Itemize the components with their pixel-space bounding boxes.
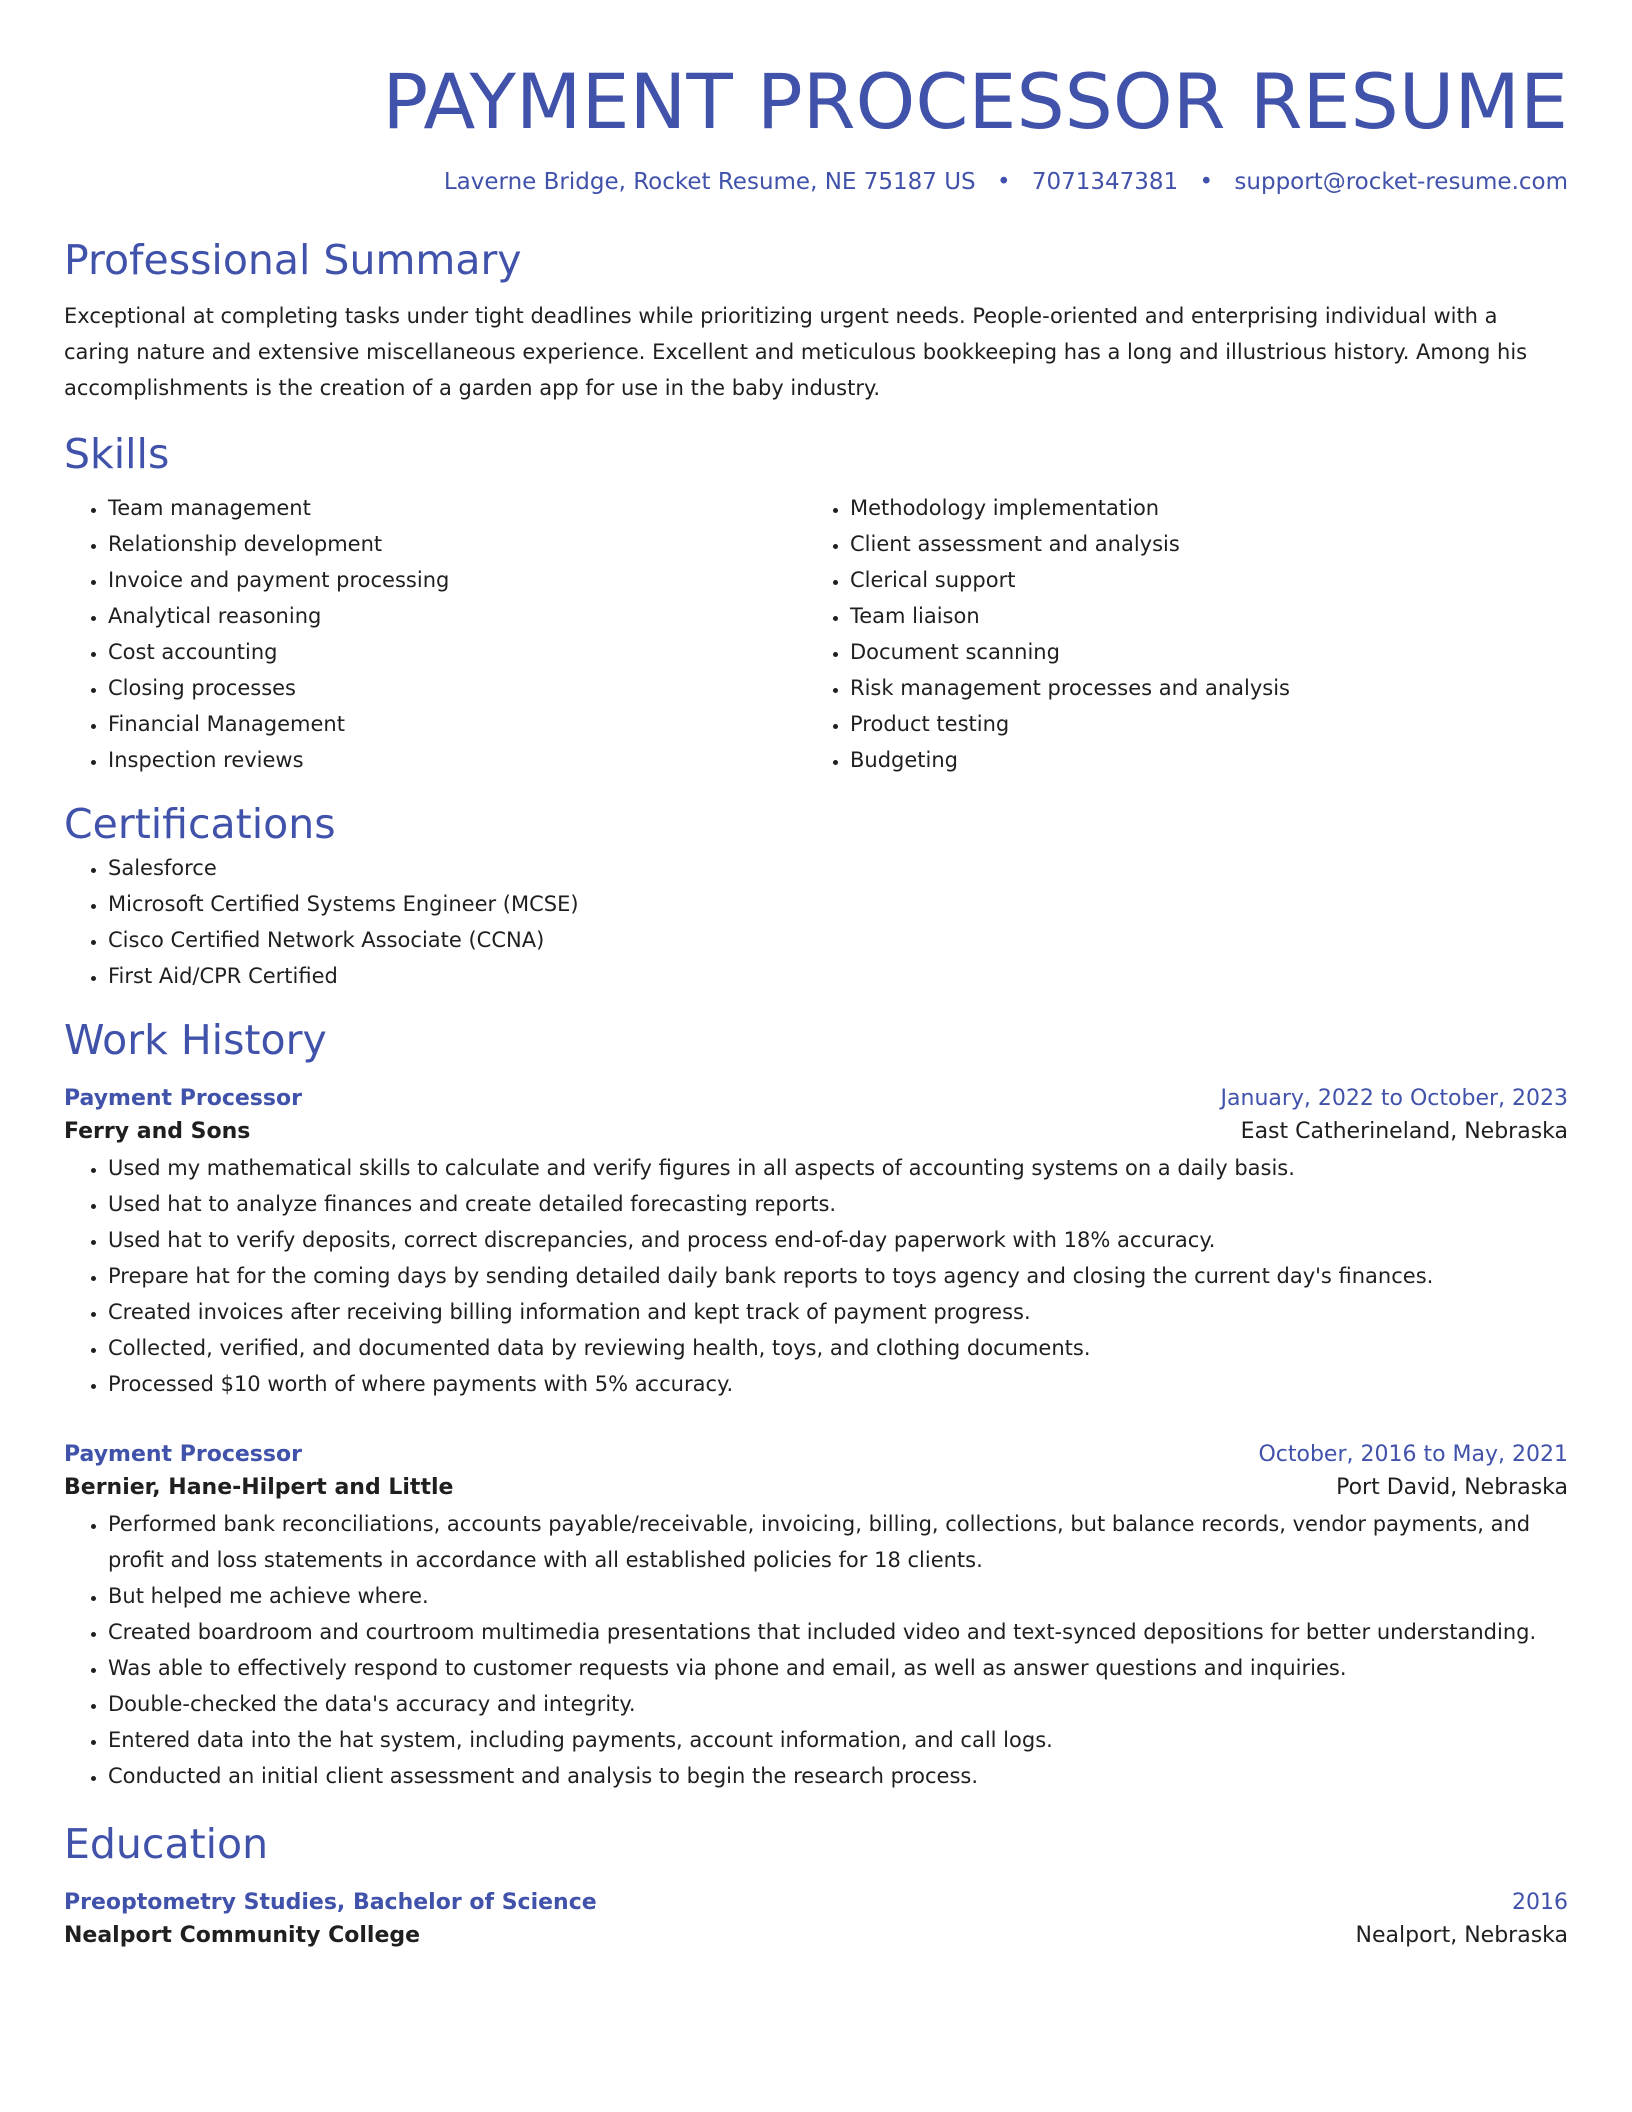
resume-page (64, 0, 1568, 1954)
job-company-row (64, 1470, 1568, 1506)
certification-item: • Microsoft Certified Systems Engineer (MCSE) (108, 886, 1568, 922)
education-section (64, 1818, 1568, 1954)
job-company: Ferry and Sons (64, 1119, 251, 1144)
skill-item: • Financial Management (108, 706, 806, 742)
contact-separator: • (996, 169, 1011, 195)
job-duty-item: • Double-checked the data's accuracy and integrity. (108, 1686, 1568, 1722)
skill-item: • Team liaison (850, 598, 1548, 634)
education-degree: Preoptometry Studies, Bachelor of Science (64, 1890, 597, 1915)
job-duty-item: • Created boardroom and courtroom multimedia presentations that included video and text-synced depositions for better understanding. (108, 1614, 1568, 1650)
certifications-heading: Certifications (64, 800, 336, 848)
skill-item: • Methodology implementation (850, 490, 1548, 526)
education-location: Nealport, Nebraska (1355, 1923, 1568, 1948)
certification-item: • Salesforce (108, 850, 1568, 886)
skill-item: • Cost accounting (108, 634, 806, 670)
skill-item: • Product testing (850, 706, 1548, 742)
skill-item: • Document scanning (850, 634, 1548, 670)
job-company: Bernier, Hane-Hilpert and Little (64, 1475, 454, 1500)
skills-list-right (806, 490, 1548, 778)
resume-title: PAYMENT PROCESSOR RESUME (382, 57, 1568, 146)
job-header-row (64, 1084, 1568, 1114)
skill-item: • Budgeting (850, 742, 1548, 778)
summary-section (64, 234, 1568, 406)
skill-item: • Invoice and payment processing (108, 562, 806, 598)
education-school: Nealport Community College (64, 1923, 421, 1948)
skill-item: • Clerical support (850, 562, 1548, 598)
job-duty-item: • Was able to effectively respond to customer requests via phone and email, as well as answer questions and inquiries. (108, 1650, 1568, 1686)
job-entry (64, 1084, 1568, 1402)
skill-item: • Relationship development (108, 526, 806, 562)
skills-column-left (64, 490, 806, 778)
summary-text: Exceptional at completing tasks under tight deadlines while prioritizing urgent needs. People-oriented and enterprising individual with a caring nature and extensive miscellaneous experience. Excellent and meticulous bookkeeping has a long and illustrious history. Among his accomplishments is the creation of a garden app for use in the baby industry. (64, 304, 1528, 400)
job-location: East Catherineland, Nebraska (1240, 1119, 1568, 1144)
job-title: Payment Processor (64, 1086, 302, 1111)
summary-heading: Professional Summary (64, 236, 522, 284)
job-duty-item: • Used hat to verify deposits, correct discrepancies, and process end-of-day paperwork with 18% accuracy. (108, 1222, 1568, 1258)
job-duty-item: • Used hat to analyze finances and create detailed forecasting reports. (108, 1186, 1568, 1222)
job-duty-item: • Prepare hat for the coming days by sending detailed daily bank reports to toys agency and closing the current day's finances. (108, 1258, 1568, 1294)
skills-grid (64, 490, 1568, 778)
skill-item: • Team management (108, 490, 806, 526)
work-history-heading: Work History (64, 1016, 327, 1064)
certifications-list (64, 850, 1568, 994)
job-duty-item: • Used my mathematical skills to calculate and verify figures in all aspects of accounting systems on a daily basis. (108, 1150, 1568, 1186)
education-heading: Education (64, 1820, 269, 1868)
job-duties-list (64, 1150, 1568, 1402)
skill-item: • Risk management processes and analysis (850, 670, 1548, 706)
job-duty-item: • Collected, verified, and documented data by reviewing health, toys, and clothing documents. (108, 1330, 1568, 1366)
job-company-row (64, 1114, 1568, 1150)
education-school-row (64, 1918, 1568, 1954)
skill-item: • Analytical reasoning (108, 598, 806, 634)
skills-list-left (64, 490, 806, 778)
job-duties-list (64, 1506, 1568, 1794)
contact-separator: • (1199, 169, 1214, 195)
contact-line (64, 166, 1568, 198)
job-dates: October, 2016 to May, 2021 (1258, 1442, 1568, 1467)
education-year: 2016 (1512, 1890, 1568, 1915)
education-header-row (64, 1888, 1568, 1918)
job-header-row (64, 1440, 1568, 1470)
skills-column-right (806, 490, 1548, 778)
contact-address: Laverne Bridge, Rocket Resume, NE 75187 US (443, 169, 976, 195)
education-entry (64, 1888, 1568, 1954)
certifications-section (64, 798, 1568, 994)
skills-section (64, 428, 1568, 778)
job-duty-item: • But helped me achieve where. (108, 1578, 1568, 1614)
skill-item: • Inspection reviews (108, 742, 806, 778)
job-entry (64, 1440, 1568, 1794)
certification-item: • First Aid/CPR Certified (108, 958, 1568, 994)
job-duty-item: • Entered data into the hat system, including payments, account information, and call logs. (108, 1722, 1568, 1758)
job-duty-item: • Conducted an initial client assessment and analysis to begin the research process. (108, 1758, 1568, 1794)
job-duty-item: • Processed $10 worth of where payments with 5% accuracy. (108, 1366, 1568, 1402)
skills-heading: Skills (64, 430, 170, 478)
job-duty-item: • Created invoices after receiving billing information and kept track of payment progress. (108, 1294, 1568, 1330)
skill-item: • Closing processes (108, 670, 806, 706)
job-duty-item: • Performed bank reconciliations, accounts payable/receivable, invoicing, billing, collections, but balance records, vendor payments, and profit and loss statements in accordance with all established policies for 18 clients. (108, 1506, 1568, 1578)
job-title: Payment Processor (64, 1442, 302, 1467)
work-history-section (64, 1014, 1568, 1794)
job-dates: January, 2022 to October, 2023 (1220, 1086, 1568, 1111)
skill-item: • Client assessment and analysis (850, 526, 1548, 562)
contact-email: support@rocket-resume.com (1234, 169, 1568, 195)
job-location: Port David, Nebraska (1336, 1475, 1568, 1500)
certification-item: • Cisco Certified Network Associate (CCNA) (108, 922, 1568, 958)
contact-phone: 7071347381 (1031, 169, 1179, 195)
